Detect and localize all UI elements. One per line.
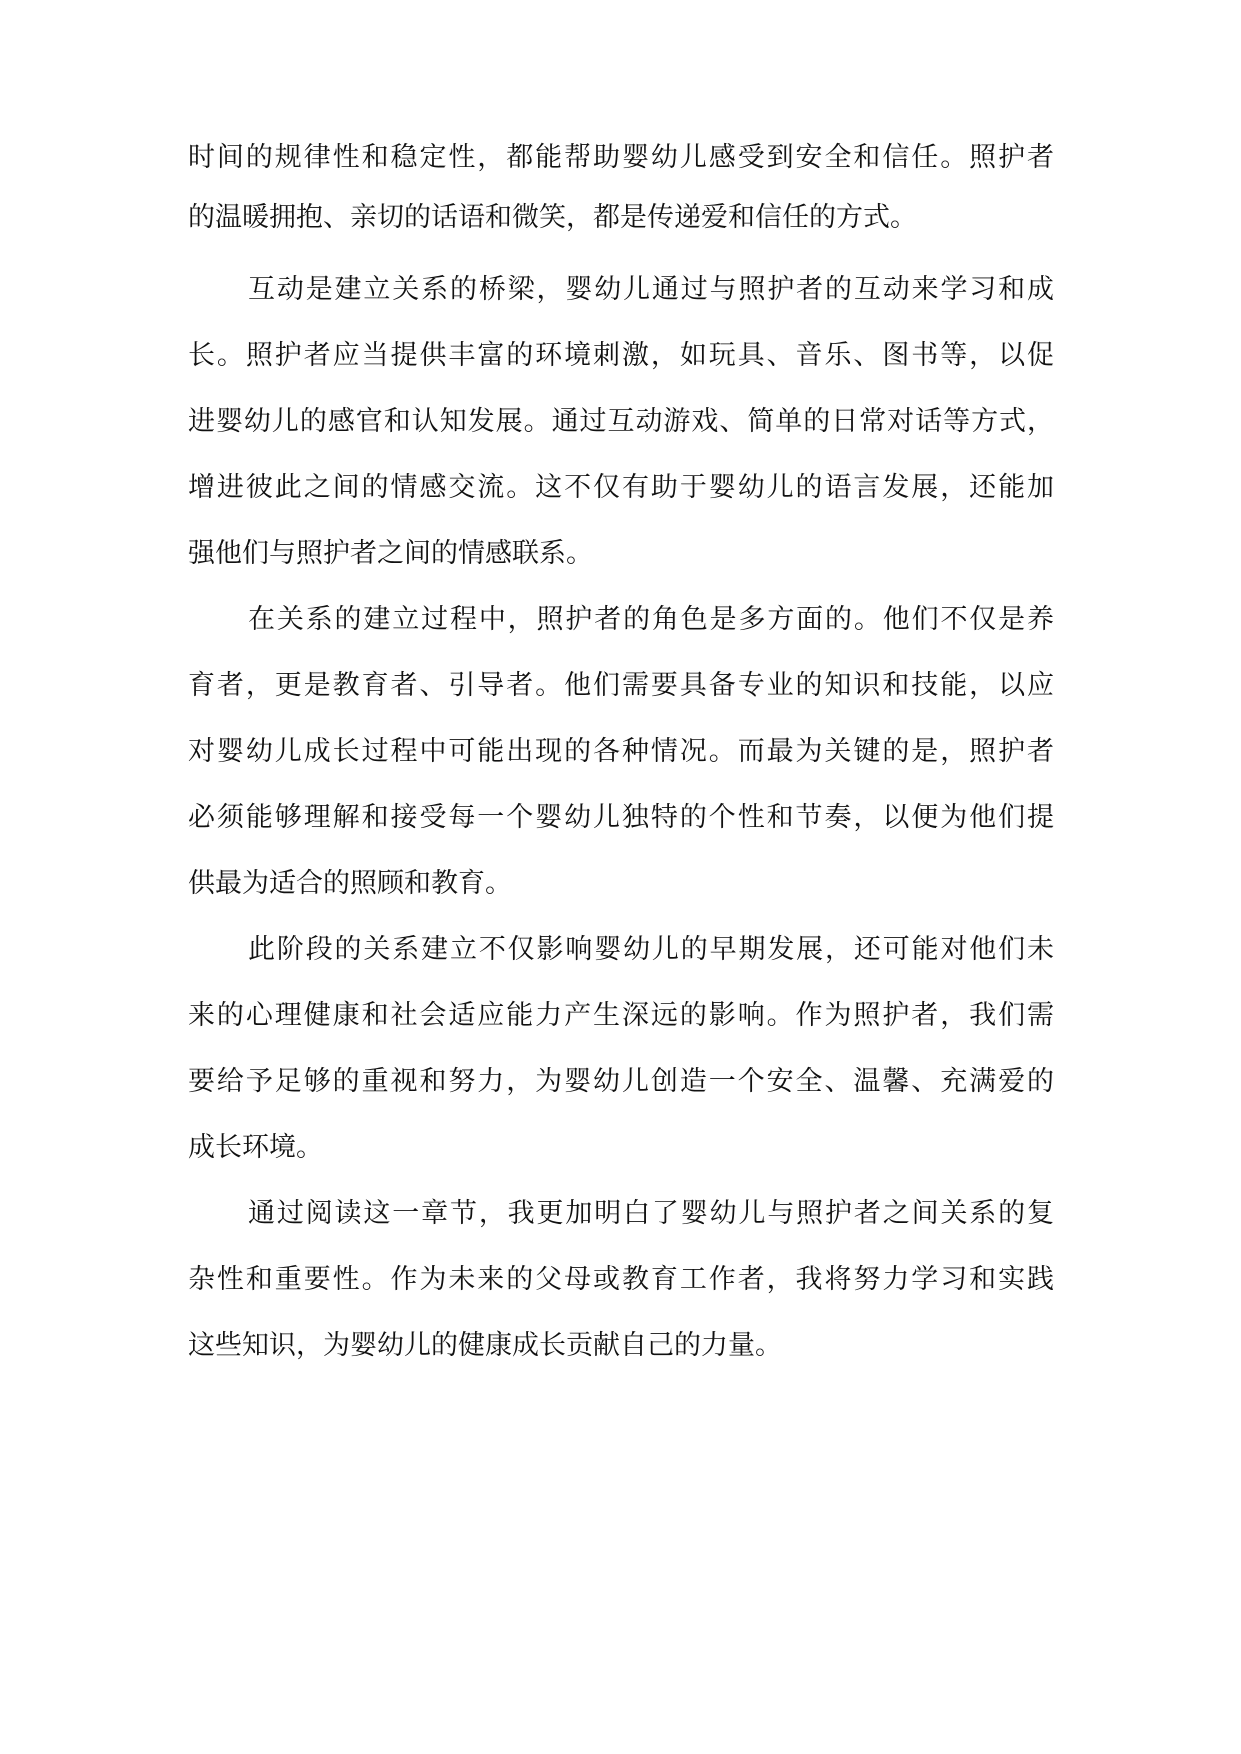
paragraph-2-line-3: 进婴幼儿的感官和认知发展。通过互动游戏、简单的日常对话等方式， [188, 406, 1054, 437]
paragraph-2-line-4: 增进彼此之间的情感交流。这不仅有助于婴幼儿的语言发展，还能加 [188, 472, 1054, 503]
paragraph-4-line-1: 此阶段的关系建立不仅影响婴幼儿的早期发展，还可能对他们未 [248, 934, 1054, 965]
paragraph-4-line-3: 要给予足够的重视和努力，为婴幼儿创造一个安全、温馨、充满爱的 [188, 1066, 1054, 1097]
paragraph-3-line-4: 必须能够理解和接受每一个婴幼儿独特的个性和节奏，以便为他们提 [188, 802, 1054, 833]
paragraph-2-line-5: 强他们与照护者之间的情感联系。 [188, 538, 593, 569]
paragraph-1-line-2: 的温暖拥抱、亲切的话语和微笑，都是传递爱和信任的方式。 [188, 202, 917, 233]
paragraph-3-line-1: 在关系的建立过程中，照护者的角色是多方面的。他们不仅是养 [248, 604, 1054, 635]
paragraph-5-line-2: 杂性和重要性。作为未来的父母或教育工作者，我将努力学习和实践 [188, 1264, 1054, 1295]
paragraph-5-line-1: 通过阅读这一章节，我更加明白了婴幼儿与照护者之间关系的复 [248, 1198, 1054, 1229]
paragraph-4-line-2: 来的心理健康和社会适应能力产生深远的影响。作为照护者，我们需 [188, 1000, 1054, 1031]
paragraph-4-line-4: 成长环境。 [188, 1132, 323, 1163]
paragraph-3-line-3: 对婴幼儿成长过程中可能出现的各种情况。而最为关键的是，照护者 [188, 736, 1054, 767]
paragraph-2-line-2: 长。照护者应当提供丰富的环境刺激，如玩具、音乐、图书等，以促 [188, 340, 1054, 371]
paragraph-3-line-2: 育者，更是教育者、引导者。他们需要具备专业的知识和技能，以应 [188, 670, 1054, 701]
paragraph-3-line-5: 供最为适合的照顾和教育。 [188, 868, 512, 899]
paragraph-5-line-3: 这些知识，为婴幼儿的健康成长贡献自己的力量。 [188, 1330, 782, 1361]
paragraph-2-line-1: 互动是建立关系的桥梁，婴幼儿通过与照护者的互动来学习和成 [248, 274, 1054, 305]
paragraph-1-line-1: 时间的规律性和稳定性，都能帮助婴幼儿感受到安全和信任。照护者 [188, 142, 1054, 173]
